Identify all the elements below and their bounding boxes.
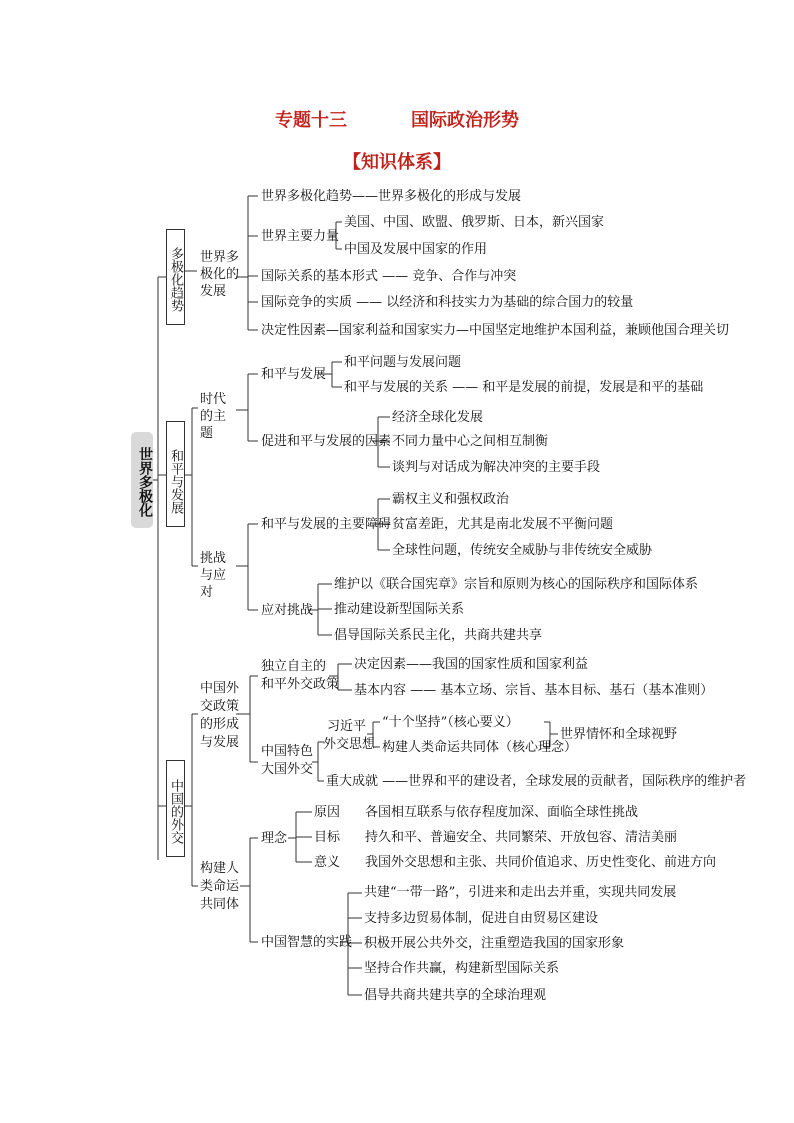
topic-title: 国际政治形势 [411, 110, 519, 131]
item-wealth-gap: 贫富差距，尤其是南北发展不平衡问题 [392, 517, 614, 532]
node-era-theme: 时代的主题 [200, 392, 227, 441]
item-multipolar-trend: 世界多极化趋势——世界多极化的形成与发展 [261, 189, 522, 204]
branch-china-diplomacy: 中国的外交 [166, 760, 185, 857]
item-main-obstacles: 和平与发展的主要障碍 [261, 517, 392, 532]
branch-peace-development: 和平与发展 [166, 421, 185, 527]
item-significance-label: 意义 [314, 855, 341, 870]
item-global-issues: 全球性问题，传统安全威胁与非传统安全威胁 [392, 543, 653, 558]
item-independent-line1: 独立自主的 [261, 659, 327, 674]
item-peace-development: 和平与发展 [261, 367, 327, 382]
item-decisive-factor: 决定性因素—国家利益和国家实力—中国坚定地维护本国利益，兼顾他国合理关切 [261, 323, 730, 338]
item-community-concept: 构建人类命运共同体（核心理念） [382, 740, 578, 755]
item-promoting-factors: 促进和平与发展的因素 [261, 434, 392, 449]
item-reason-label: 原因 [314, 805, 341, 820]
item-un-charter-order: 维护以《联合国宪章》宗旨和原则为核心的国际秩序和国际体系 [334, 577, 699, 592]
item-democratization: 倡导国际关系民主化，共商共建共享 [334, 628, 543, 643]
item-significance-text: 我国外交思想和主张、共同价值追求、历史性变化、前进方向 [365, 855, 717, 870]
item-reason-text: 各国相互联系与依存程度加深、面临全球性挑战 [365, 805, 639, 820]
item-philosophy: 理念 [261, 831, 288, 846]
node-community-shared-future: 构建人类命运共同体 [200, 861, 240, 912]
item-economic-globalization: 经济全球化发展 [392, 410, 484, 425]
root-node: 世界多极化 [131, 432, 153, 528]
item-xi-thought-line1: 习近平 [327, 719, 367, 734]
item-achievements: 重大成就 ——世界和平的建设者，全球发展的贡献者，国际秩序的维护者 [326, 774, 747, 789]
item-goal-label: 目标 [314, 830, 341, 845]
item-basic-content: 基本内容 —— 基本立场、宗旨、基本目标、基石（基本准则） [354, 683, 714, 698]
item-competition-essence: 国际竞争的实质 —— 以经济和科技实力为基础的综合国力的较量 [261, 295, 634, 310]
item-hegemonism: 霸权主义和强权政治 [392, 492, 510, 507]
item-world-vision: 世界情怀和全球视野 [560, 727, 678, 742]
item-relation-forms: 国际关系的基本形式 —— 竞争、合作与冲突 [261, 269, 517, 284]
item-response: 应对挑战 [261, 603, 314, 618]
item-negotiation-dialogue: 谈判与对话成为解决冲突的主要手段 [392, 460, 601, 475]
item-xi-thought-line2: 外交思想 [323, 737, 376, 752]
node-challenges: 挑战与应对 [200, 551, 227, 600]
item-public-diplomacy: 积极开展公共外交，注重塑造我国的国家形象 [364, 936, 625, 951]
node-foreign-policy: 中国外交政策的形成与发展 [200, 681, 240, 750]
item-independent-line2: 和平外交政策 [261, 677, 340, 692]
branch-multipolar-trend: 多极化趋势 [166, 229, 185, 325]
item-goal-text: 持久和平、普遍安全、共同繁荣、开放包容、清洁美丽 [365, 830, 678, 845]
node-multipolar-development: 世界多极化的发展 [200, 250, 240, 299]
topic-number: 专题十三 [275, 110, 347, 131]
item-major-country-line2: 大国外交 [261, 762, 314, 777]
item-ten-adherences: “十个坚持”（核心要义） [382, 715, 519, 730]
item-deciding-factors: 决定因素——我国的国家性质和国家利益 [354, 657, 589, 672]
item-mutual-balance: 不同力量中心之间相互制衡 [392, 434, 549, 449]
item-major-powers: 世界主要力量 [261, 229, 340, 244]
item-global-governance: 倡导共商共建共享的全球治理观 [364, 988, 547, 1003]
section-title: 【知识体系】 [343, 152, 451, 173]
item-wisdom-practice: 中国智慧的实践 [261, 935, 353, 950]
item-major-country-line1: 中国特色 [261, 744, 314, 759]
item-multilateral-trade: 支持多边贸易体制，促进自由贸易区建设 [364, 911, 599, 926]
item-peace-dev-relation: 和平与发展的关系 —— 和平是发展的前提，发展是和平的基础 [344, 380, 704, 395]
item-win-win: 坚持合作共赢，构建新型国际关系 [364, 961, 560, 976]
item-china-role: 中国及发展中国家的作用 [344, 242, 488, 257]
item-belt-road: 共建“一带一路”，引进来和走出去并重，实现共同发展 [364, 885, 677, 900]
item-peace-dev-issues: 和平问题与发展问题 [344, 355, 462, 370]
item-major-powers-list: 美国、中国、欧盟、俄罗斯、日本，新兴国家 [344, 215, 605, 230]
item-new-relations: 推动建设新型国际关系 [334, 602, 465, 617]
